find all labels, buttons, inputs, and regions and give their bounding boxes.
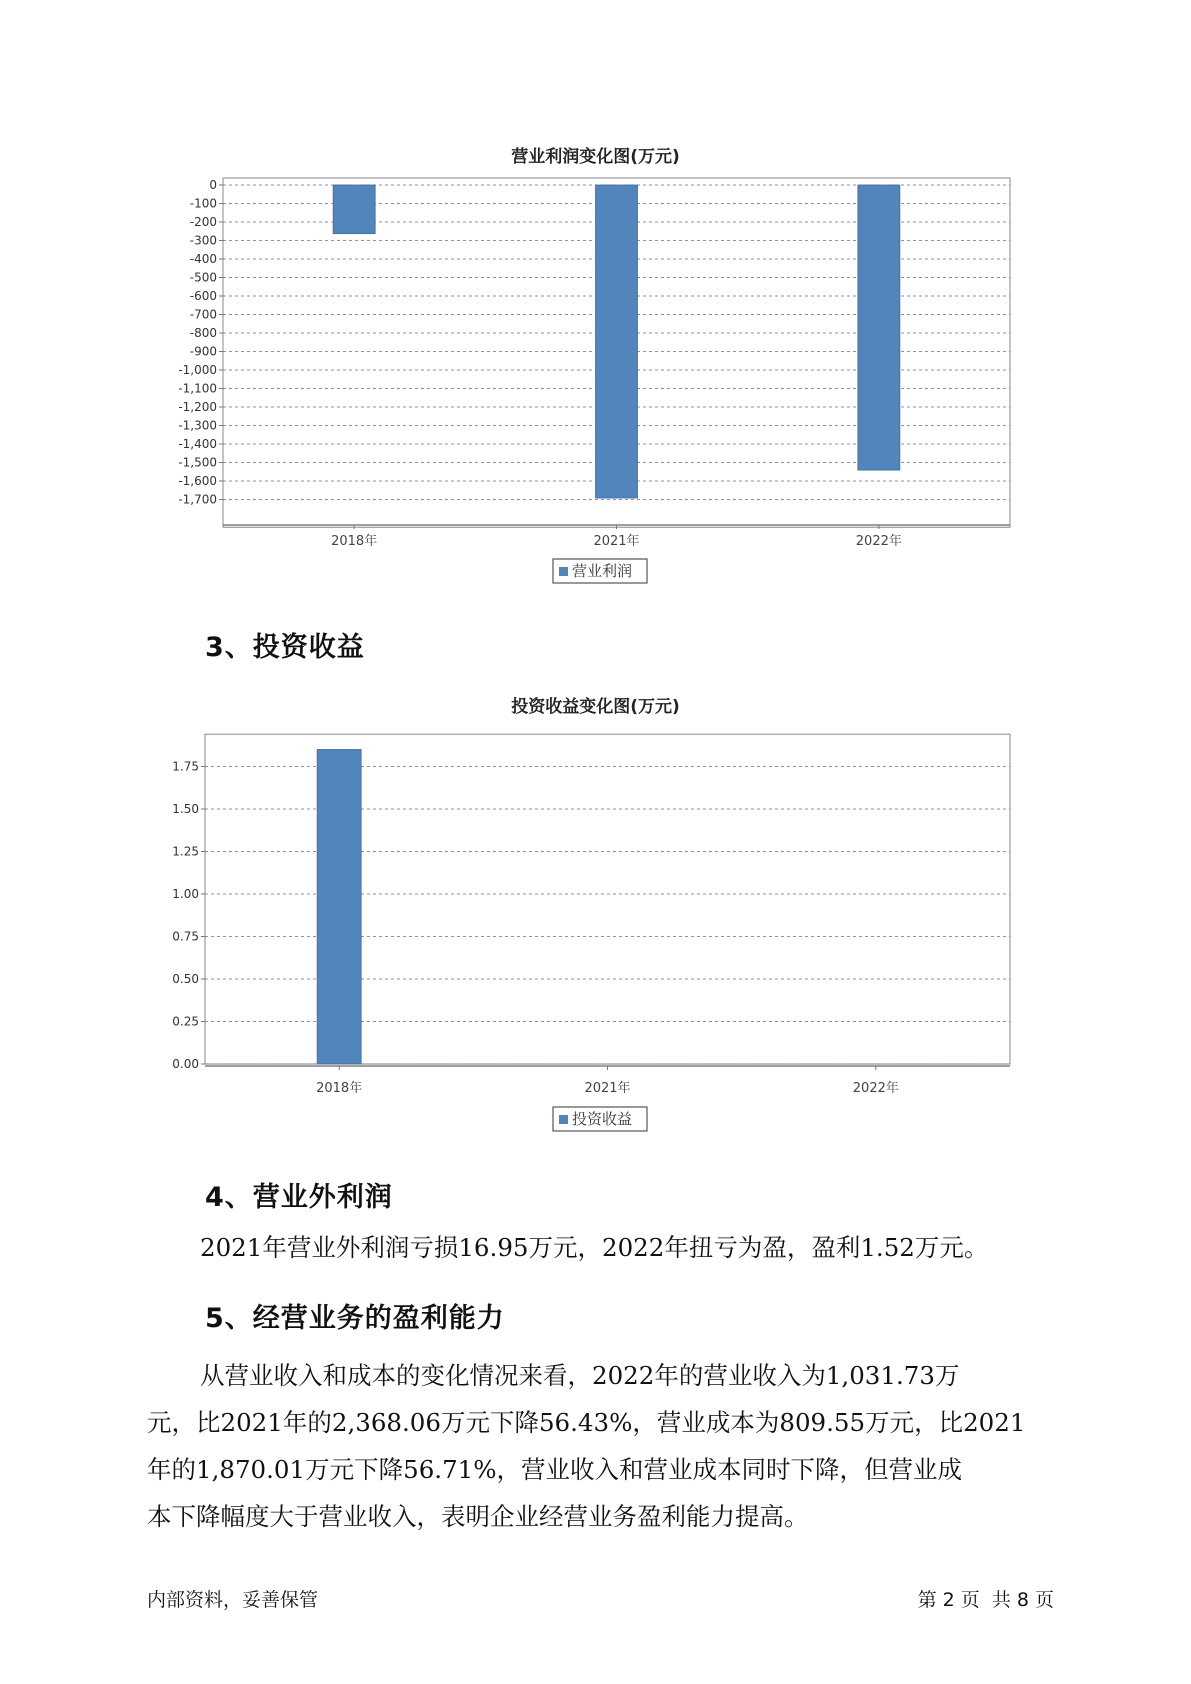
y-tick-label: -800	[189, 326, 217, 340]
y-tick-label: 1.25	[172, 844, 199, 859]
y-tick-label: -200	[189, 215, 217, 229]
profitability-line-3: 年的1,870.01万元下降56.71%，营业收入和营业成本同时下降，但营业成	[147, 1455, 963, 1484]
bar	[333, 185, 375, 234]
profitability-line-1: 从营业收入和成本的变化情况来看，2022年的营业收入为1,031.73万	[200, 1361, 960, 1390]
y-tick-label: -1,000	[178, 363, 217, 377]
y-tick-label: -900	[189, 344, 217, 359]
y-tick-label: 0.75	[172, 929, 199, 944]
section-heading-profitability: 5、经营业务的盈利能力	[205, 1303, 505, 1334]
x-tick-label: 2018年	[331, 534, 378, 549]
bar	[596, 185, 638, 498]
x-tick-label: 2022年	[855, 534, 902, 549]
y-tick-label: -1,500	[178, 455, 217, 470]
x-tick-label: 2022年	[852, 1081, 899, 1096]
y-tick-label: -1,200	[178, 400, 217, 414]
y-tick-label: -300	[189, 233, 217, 248]
y-tick-label: 1.50	[172, 802, 199, 816]
non-operating-profit-paragraph: 2021年营业外利润亏损16.95万元，2022年扭亏为盈，盈利1.52万元。	[200, 1233, 989, 1262]
chart2-title: 投资收益变化图(万元)	[511, 697, 680, 717]
x-tick-label: 2018年	[316, 1081, 363, 1096]
section-heading-investment-income: 3、投资收益	[205, 632, 365, 663]
footer-confidential: 内部资料，妥善保管	[147, 1589, 319, 1611]
y-tick-label: 1.00	[172, 887, 199, 901]
x-tick-label: 2021年	[593, 534, 640, 549]
bar	[317, 750, 361, 1065]
y-tick-label: 0	[209, 178, 217, 192]
y-tick-label: -1,100	[178, 381, 217, 396]
x-tick-label: 2021年	[584, 1081, 631, 1096]
y-tick-label: -600	[189, 289, 217, 303]
y-tick-label: -700	[189, 307, 217, 322]
y-tick-label: 0.50	[172, 972, 199, 986]
operating-profit-chart	[0, 150, 1191, 600]
y-tick-label: -1,600	[178, 474, 217, 488]
y-tick-label: 0.25	[172, 1014, 199, 1029]
chart1-title: 营业利润变化图(万元)	[511, 147, 680, 167]
y-tick-label: -1,400	[178, 437, 217, 451]
legend-label: 投资收益	[572, 1110, 633, 1128]
y-tick-label: -500	[189, 270, 217, 285]
y-tick-label: -400	[189, 252, 217, 266]
legend-swatch	[559, 567, 568, 576]
section-heading-non-operating-profit: 4、营业外利润	[205, 1182, 393, 1213]
bar	[858, 185, 900, 470]
legend-swatch	[559, 1115, 568, 1124]
y-tick-label: -1,300	[178, 418, 217, 433]
profitability-line-2: 元，比2021年的2,368.06万元下降56.43%，营业成本为809.55万元，比2021	[147, 1408, 1026, 1437]
y-tick-label: -100	[189, 196, 217, 211]
footer-page-number: 第 2 页 共 8 页	[917, 1589, 1054, 1611]
y-tick-label: 1.75	[172, 759, 199, 774]
investment-income-chart	[0, 720, 1191, 1140]
legend-label: 营业利润	[572, 562, 633, 580]
y-tick-label: -1,700	[178, 492, 217, 507]
y-tick-label: 0.00	[172, 1057, 199, 1071]
profitability-line-4: 本下降幅度大于营业收入，表明企业经营业务盈利能力提高。	[147, 1502, 809, 1531]
